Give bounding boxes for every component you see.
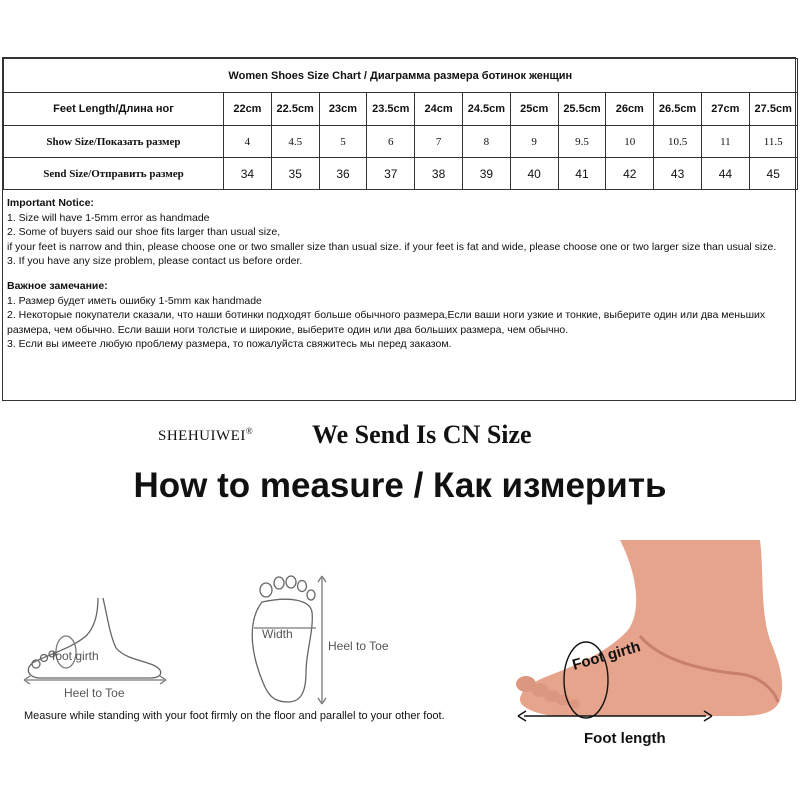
notice-en-1: 1. Size will have 1-5mm error as handmade (7, 211, 210, 224)
notice-heading-en: Important Notice: (7, 197, 94, 209)
show-size-cell: 11 (701, 126, 749, 158)
feet-length-cell: 26cm (606, 93, 654, 126)
show-size-cell: 6 (367, 126, 415, 158)
show-size-cell: 4.5 (271, 126, 319, 158)
show-size-cell: 5 (319, 126, 367, 158)
show-size-cell: 4 (224, 126, 272, 158)
feet-length-label: Feet Length/Длина ног (4, 93, 224, 126)
send-size-cell: 41 (558, 158, 606, 190)
feet-length-cell: 23cm (319, 93, 367, 126)
size-chart (2, 57, 796, 401)
show-size-cell: 10.5 (654, 126, 702, 158)
feet-length-cell: 23.5cm (367, 93, 415, 126)
show-size-cell: 8 (462, 126, 510, 158)
notice-ru-1: 1. Размер будет иметь ошибку 1-5mm как handmade (7, 294, 262, 307)
send-size-cell: 35 (271, 158, 319, 190)
notice-en-2b: if your feet is narrow and thin, please choose one or two smaller size than usual size. if your feet is fat and wide, please choose one or two larger size than usual size. (7, 240, 777, 253)
show-size-label: Show Size/Показать размер (4, 126, 224, 158)
cn-size-notice: We Send Is CN Size (312, 420, 532, 449)
send-size-row (4, 158, 798, 190)
measure-title: How to measure / Как измерить (133, 466, 667, 505)
send-size-cell: 40 (510, 158, 558, 190)
feet-length-cell: 24cm (415, 93, 463, 126)
feet-length-cell: 26.5cm (654, 93, 702, 126)
show-size-cell: 9.5 (558, 126, 606, 158)
notice-en-3: 3. If you have any size problem, please contact us before order. (7, 255, 303, 268)
feet-length-cell: 27.5cm (749, 93, 797, 126)
send-size-cell: 42 (606, 158, 654, 190)
feet-length-cell: 25cm (510, 93, 558, 126)
send-size-cell: 38 (415, 158, 463, 190)
show-size-cell: 11.5 (749, 126, 797, 158)
heel-to-toe-label-2: Heel to Toe (328, 639, 389, 653)
notice-heading-ru: Важное замечание: (7, 279, 108, 292)
feet-length-cell: 25.5cm (558, 93, 606, 126)
chart-title-row (4, 59, 798, 93)
feet-length-cell: 22.5cm (271, 93, 319, 126)
measure-instruction: Measure while standing with your foot firmly on the floor and parallel to your other foot. (24, 710, 445, 722)
show-size-row (4, 126, 798, 158)
size-table (3, 58, 798, 190)
brand-line (0, 418, 800, 454)
width-label: Width (262, 627, 293, 641)
notice-ru-2: 2. Некоторые покупатели сказали, что наши ботинки подходят больше обычного размера,Если ваши ноги узкие и тонкие, выберите один или два меньших размера, чем обычно. Если ваши ноги толстые и широкие, выберите один или два больших размера, чем обычно. (7, 309, 766, 336)
registered-mark: ® (245, 426, 254, 436)
brand-logo (158, 426, 253, 445)
send-size-label: Send Size/Отправить размер (4, 158, 224, 190)
send-size-cell: 34 (224, 158, 272, 190)
show-size-cell: 10 (606, 126, 654, 158)
notice-ru-3: 3. Если вы имеете любую проблему размера, то пожалуйста свяжитесь мы перед заказом. (7, 338, 452, 351)
send-size-cell: 43 (654, 158, 702, 190)
foot-girth-label: foot girth (52, 649, 99, 663)
heel-to-toe-label-1: Heel to Toe (64, 686, 125, 700)
notice-section (3, 190, 795, 358)
foot-length-label: Foot length (584, 730, 666, 747)
brand-name: SHEHUIWEI (158, 428, 246, 444)
feet-length-cell: 27cm (701, 93, 749, 126)
send-size-cell: 39 (462, 158, 510, 190)
show-size-cell: 9 (510, 126, 558, 158)
chart-title: Women Shoes Size Chart / Диаграмма размера ботинок женщин (4, 59, 798, 93)
send-size-cell: 44 (701, 158, 749, 190)
notice-en-2: 2. Some of buyers said our shoe fits larger than usual size, (7, 226, 281, 239)
side-foot-sketch (24, 598, 166, 684)
feet-length-row (4, 93, 798, 126)
send-size-cell: 37 (367, 158, 415, 190)
show-size-cell: 7 (415, 126, 463, 158)
send-size-cell: 45 (749, 158, 797, 190)
feet-length-cell: 24.5cm (462, 93, 510, 126)
foot-girth-photo-label: Foot girth (570, 638, 643, 674)
measure-illustrations (0, 540, 800, 800)
feet-length-cell: 22cm (224, 93, 272, 126)
send-size-cell: 36 (319, 158, 367, 190)
foot-photo (516, 540, 782, 721)
